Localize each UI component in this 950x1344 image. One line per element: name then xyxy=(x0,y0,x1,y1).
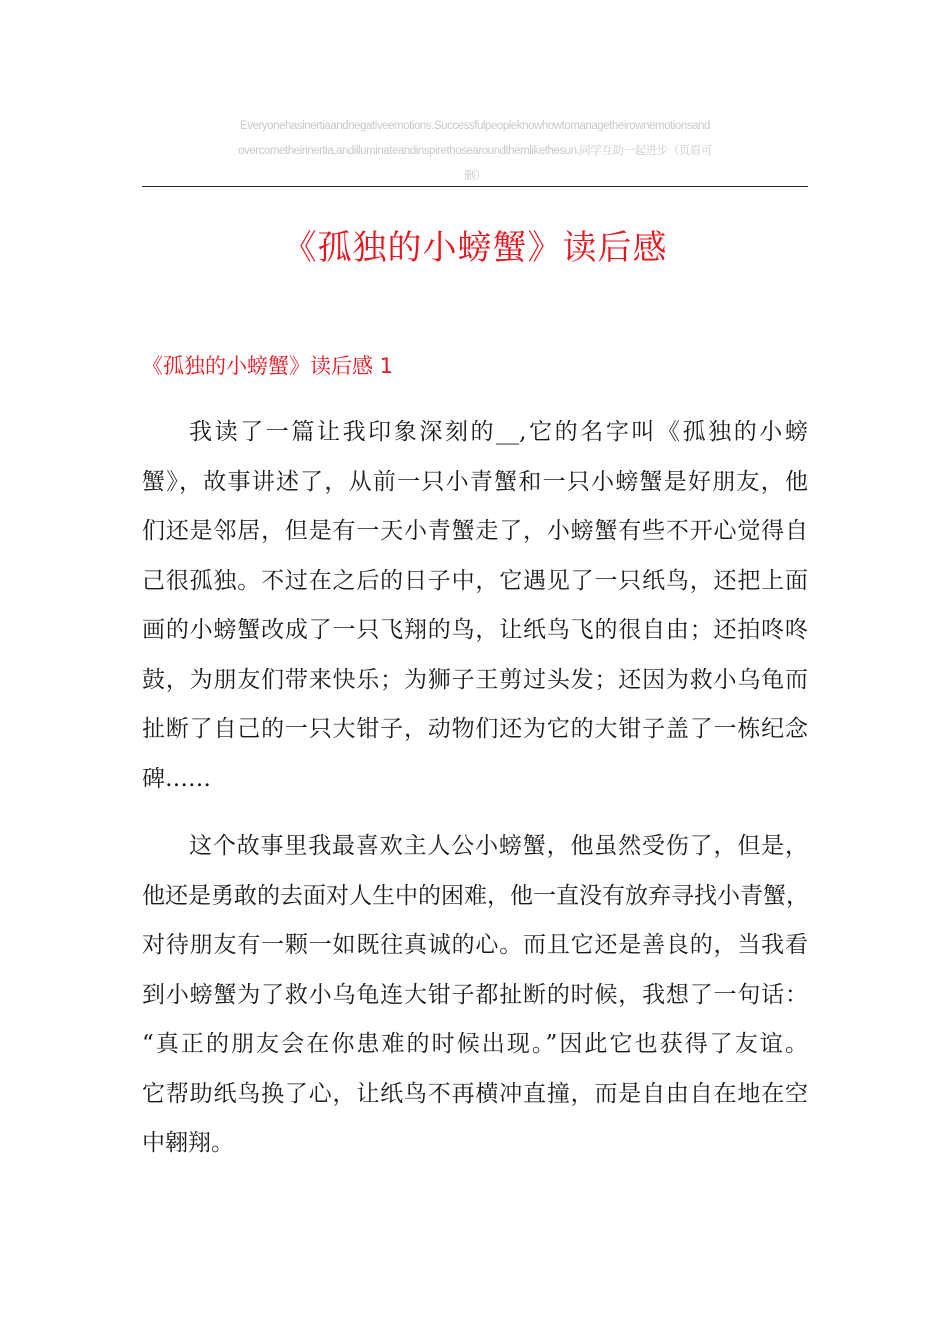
paragraph-line: 碑…… xyxy=(142,765,211,792)
paragraph-line: 中翱翔。 xyxy=(142,1130,234,1156)
paragraph-line: 己很孤独。不过在之后的日子中，它遇见了一只纸鸟，还把上面 xyxy=(142,567,808,594)
section-heading: 《孤独的小螃蟹》读后感 1 xyxy=(142,354,394,378)
header-divider xyxy=(142,186,808,187)
paragraph-line: 扯断了自己的一只大钳子，动物们还为它的大钳子盖了一栋纪念 xyxy=(142,716,808,742)
header-note-line: 删） xyxy=(463,170,487,182)
paragraph-line: 到小螃蟹为了救小乌龟连大钳子都扯断的时候，我想了一句话： xyxy=(142,981,808,1008)
header-note-line: overcometheirinertia,andilluminateandinspirethosearoundthemlikethesun.同学互助一起进步（页眉可 xyxy=(238,145,712,157)
paragraph-line: 它帮助纸鸟换了心，让纸鸟不再横冲直撞，而是自由自在地在空 xyxy=(142,1080,808,1107)
paragraph-line: “真正的朋友会在你患难的时候出现。”因此它也获得了友谊。 xyxy=(142,1031,808,1057)
paragraph-line: 画的小螃蟹改成了一只飞翔的鸟，让纸鸟飞的很自由；还拍咚咚 xyxy=(142,617,808,643)
paragraph-line: 我读了一篇让我印象深刻的__,它的名字叫《孤独的小螃 xyxy=(189,419,808,445)
paragraph-line: 对待朋友有一颗一如既往真诚的心。而且它还是善良的，当我看 xyxy=(142,932,808,958)
document-title: 《孤独的小螃蟹》读后感 xyxy=(282,228,668,268)
body-paragraph-2 xyxy=(142,822,808,1169)
paragraph-line: 们还是邻居，但是有一天小青蟹走了，小螃蟹有些不开心觉得自 xyxy=(142,518,808,544)
paragraph-line: 鼓，为朋友们带来快乐；为狮子王剪过头发；还因为救小乌龟而 xyxy=(142,666,808,693)
body-paragraph-1 xyxy=(142,408,808,804)
paragraph-line: 这个故事里我最喜欢主人公小螃蟹，他虽然受伤了，但是， xyxy=(189,833,808,859)
paragraph-line: 他还是勇敢的去面对人生中的困难，他一直没有放弃寻找小青蟹， xyxy=(142,882,809,909)
header-note-line: Everyonehasinertiaandnegativeemotions.Successfulpeopleknowhowtomanagetheirownemotionsand xyxy=(240,120,710,132)
paragraph-line: 蟹》，故事讲述了，从前一只小青蟹和一只小螃蟹是好朋友，他 xyxy=(142,468,808,495)
page-header-note xyxy=(142,114,808,189)
